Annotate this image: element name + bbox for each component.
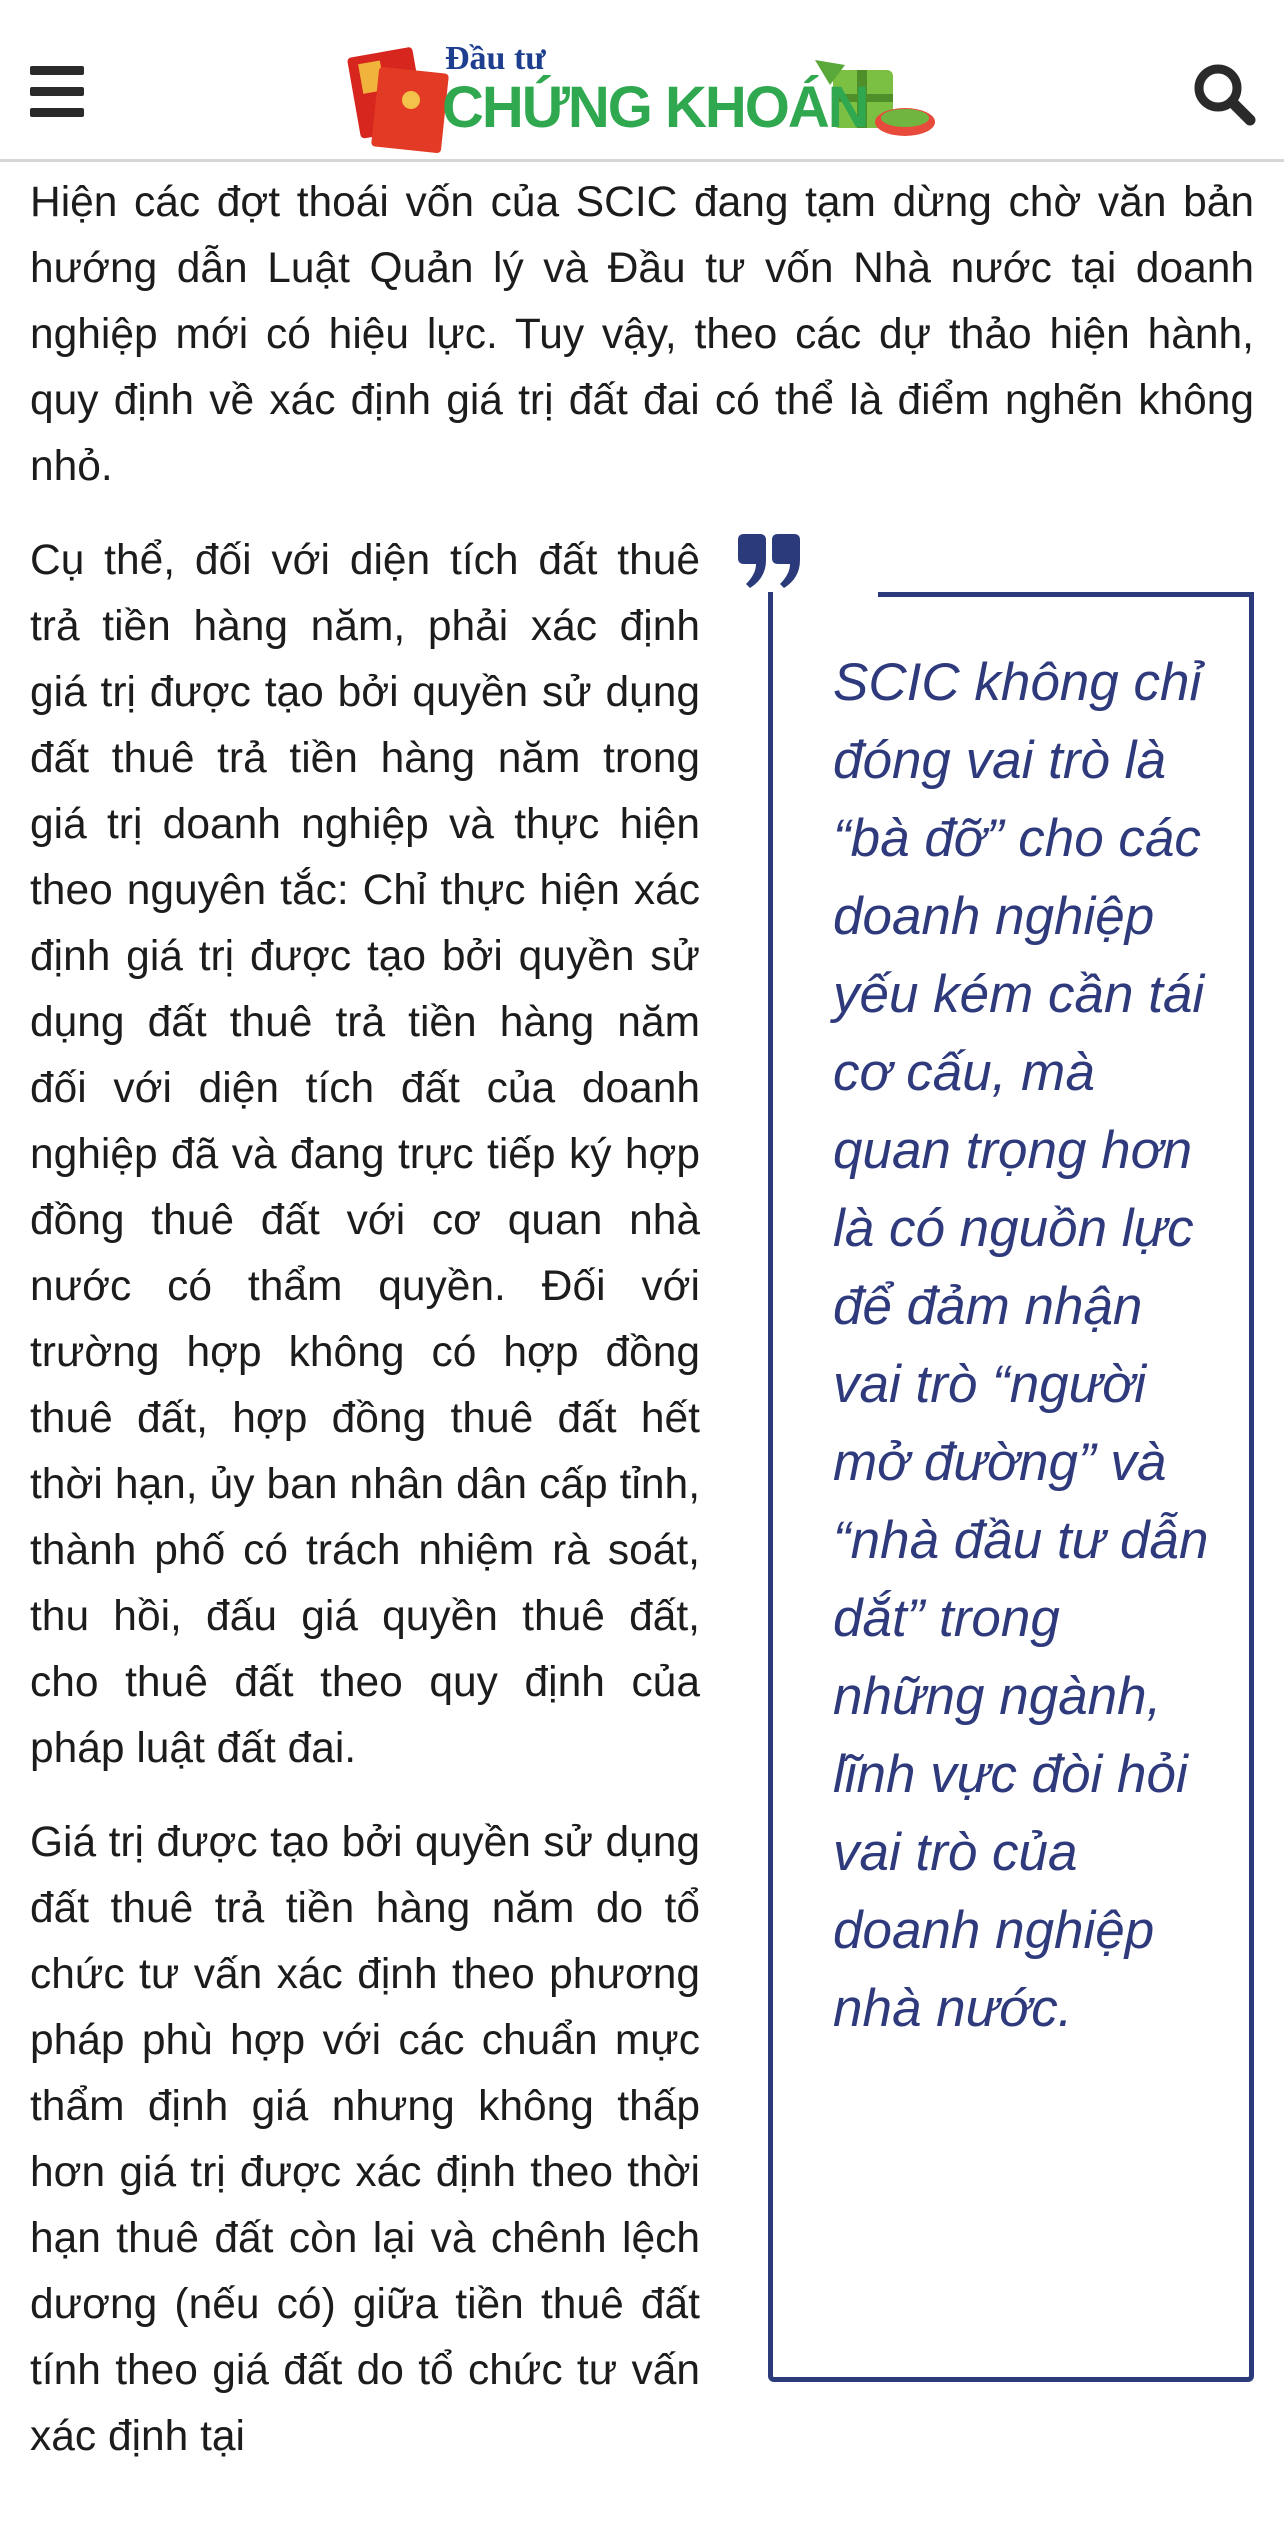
search-icon[interactable] — [1190, 60, 1260, 130]
quote-mark-icon — [736, 534, 802, 590]
logo-text-main: CHỨNG KHOÁN — [442, 75, 868, 140]
article-paragraph: Hiện các đợt thoái vốn của SCIC đang tạm dừng chờ văn bản hướng dẫn Luật Quản lý và Đầu tư vốn Nhà nước tại doanh nghiệp mới có hiệu lực. Tuy vậy, theo các dự thảo hiện hành, quy định về xác định giá trị đất đai có thể là điểm nghẽn không nhỏ. — [30, 179, 1254, 490]
article-section-with-quote — [30, 528, 1254, 2470]
hamburger-menu-icon[interactable] — [30, 66, 84, 118]
pull-quote-box — [768, 534, 1254, 2382]
article-paragraph: Cụ thể, đối với diện tích đất thuê trả tiền hàng năm, phải xác định giá trị được tạo bởi quyền sử dụng đất thuê trả tiền hàng năm trong giá trị doanh nghiệp và thực hiện theo nguyên tắc: Chỉ thực hiện xác định giá trị được tạo bởi quyền sử dụng đất thuê trả tiền hàng năm đối với diện tích đất của doanh nghiệp đã và đang trực tiếp ký hợp đồng thuê đất với cơ quan nhà nước có thẩm quyền. Đối với trường hợp không có hợp đồng thuê đất, hợp đồng thuê đất hết thời hạn, ủy ban nhân dân cấp tỉnh, thành phố có trách nhiệm rà soát, thu hồi, đấu giá quyền thuê đất, cho thuê đất theo quy định của pháp luật đất đai. — [30, 537, 700, 1772]
logo-text-top: Đầu tư — [445, 40, 546, 77]
article-paragraph: Giá trị được tạo bởi quyền sử dụng đất thuê trả tiền hàng năm do tổ chức tư vấn xác định theo phương pháp phù hợp với các chuẩn mực thẩm định giá nhưng không thấp hơn giá trị được xác định theo thời hạn thuê đất còn lại và chênh lệch dương (nếu có) giữa tiền thuê đất tính theo giá đất do tổ chức tư vấn xác định tại — [30, 1819, 700, 2460]
pull-quote-text: SCIC không chỉ đóng vai trò là “bà đỡ” cho các doanh nghiệp yếu kém cần tái cơ cấu, mà quan trọng hơn là có nguồn lực để đảm nhận vai trò “người mở đường” và “nhà đầu tư dẫn dắt” trong những ngành, lĩnh vực đòi hỏi vai trò của doanh nghiệp nhà nước. — [833, 653, 1209, 2038]
pull-quote-top-line — [878, 592, 1254, 597]
site-logo[interactable] — [345, 30, 935, 155]
article-body — [30, 170, 1254, 2470]
top-header — [0, 0, 1284, 162]
